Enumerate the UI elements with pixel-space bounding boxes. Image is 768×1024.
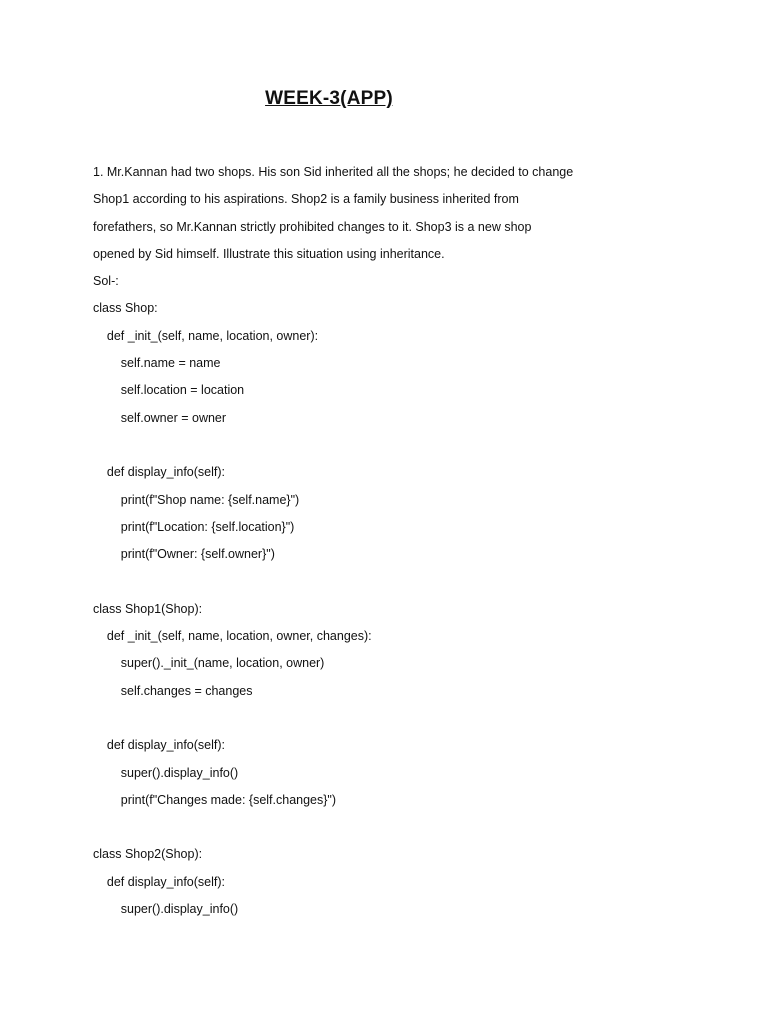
text-line: super()._init_(name, location, owner) [93, 656, 325, 671]
text-line: Shop1 according to his aspirations. Shop2 is a family business inherited from [93, 192, 519, 207]
blank-line [93, 572, 733, 599]
text-line: self.location = location [93, 383, 245, 398]
text-line: opened by Sid himself. Illustrate this situation using inheritance. [93, 246, 445, 261]
text-line: print(f"Location: {self.location}") [93, 519, 295, 534]
text-line: super().display_info() [93, 765, 239, 780]
text-line: print(f"Shop name: {self.name}") [93, 492, 300, 507]
text-line: Sol-: [93, 274, 119, 289]
page-title: WEEK-3(APP) [265, 88, 393, 109]
text-line: class Shop: [93, 301, 158, 316]
text-line: print(f"Owner: {self.owner}") [93, 547, 275, 562]
text-line: self.owner = owner [93, 410, 227, 425]
text-line: forefathers, so Mr.Kannan strictly prohibited changes to it. Shop3 is a new shop [93, 219, 532, 234]
text-line: def display_info(self): [93, 465, 226, 480]
text-line: super().display_info() [93, 902, 239, 917]
text-line: def display_info(self): [93, 874, 226, 889]
text-line: def _init_(self, name, location, owner, changes): [93, 629, 372, 644]
text-line: 1. Mr.Kannan had two shops. His son Sid inherited all the shops; he decided to change [93, 165, 574, 179]
text-line: self.changes = changes [93, 683, 253, 698]
text-line: class Shop1(Shop): [93, 601, 203, 616]
document-body [93, 163, 733, 927]
blank-line [93, 818, 733, 845]
blank-line [93, 436, 733, 463]
text-line: print(f"Changes made: {self.changes}") [93, 792, 337, 807]
text-line: def display_info(self): [93, 738, 226, 753]
text-line: self.name = name [93, 356, 221, 371]
text-line: def _init_(self, name, location, owner): [93, 328, 319, 343]
text-line: class Shop2(Shop): [93, 847, 203, 862]
blank-line [93, 709, 733, 736]
